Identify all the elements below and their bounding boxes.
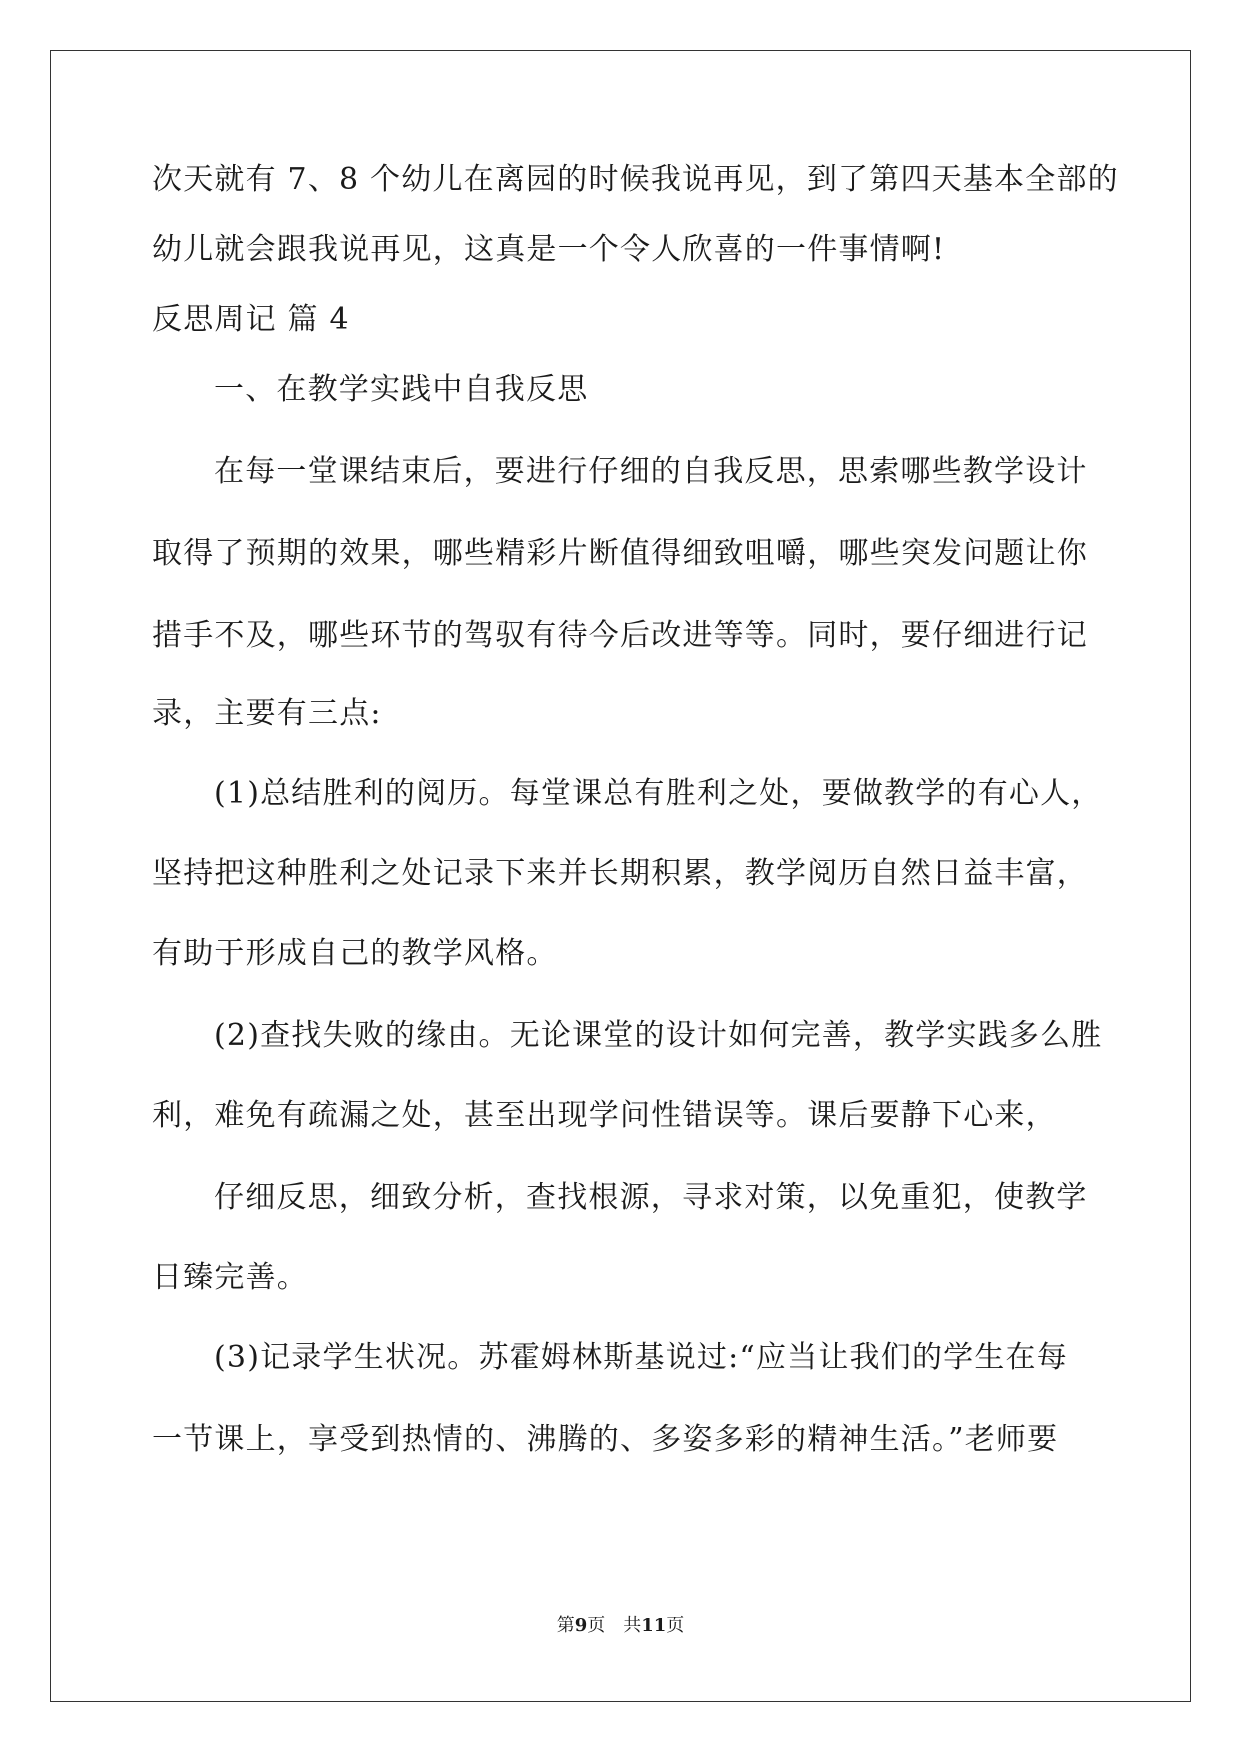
text-line: (2)查找失败的缘由。无论课堂的设计如何完善，教学实践多么胜: [214, 1018, 1103, 1053]
footer-suffix: 页: [666, 1615, 685, 1636]
text-line: 次天就有 7、8 个幼儿在离园的时候我说再见，到了第四天基本全部的: [152, 162, 1119, 197]
text-line: 仔细反思，细致分析，查找根源，寻求对策，以免重犯，使教学: [214, 1180, 1088, 1215]
subheading: 一、在教学实践中自我反思: [214, 372, 589, 407]
text-line: (3)记录学生状况。苏霍姆林斯基说过:“应当让我们的学生在每: [214, 1340, 1068, 1375]
text-line: 有助于形成自己的教学风格。: [152, 936, 558, 971]
total-page-number: 11: [641, 1615, 667, 1636]
current-page-number: 9: [574, 1615, 588, 1636]
text-line: 坚持把这种胜利之处记录下来并长期积累，教学阅历自然日益丰富，: [152, 856, 1088, 891]
text-line: 利，难免有疏漏之处，甚至出现学问性错误等。课后要静下心来，: [152, 1098, 1057, 1133]
footer-mid: 页 共: [587, 1615, 642, 1636]
section-heading: 反思周记 篇 4: [152, 302, 350, 337]
text-line: 幼儿就会跟我说再见，这真是一个令人欣喜的一件事情啊!: [152, 232, 946, 267]
text-line: 录，主要有三点:: [152, 696, 382, 731]
text-line: 取得了预期的效果，哪些精彩片断值得细致咀嚼，哪些突发问题让你: [152, 536, 1088, 571]
text-line: 日臻完善。: [152, 1260, 308, 1295]
text-line: 在每一堂课结束后，要进行仔细的自我反思，思索哪些教学设计: [214, 454, 1088, 489]
text-line: 一节课上，享受到热情的、沸腾的、多姿多彩的精神生活。”老师要: [152, 1422, 1059, 1457]
text-line: 措手不及，哪些环节的驾驭有待今后改进等等。同时，要仔细进行记: [152, 618, 1088, 653]
page-footer: [0, 1614, 1241, 1638]
footer-prefix: 第: [556, 1615, 575, 1636]
text-line: (1)总结胜利的阅历。每堂课总有胜利之处，要做教学的有心人，: [214, 776, 1103, 811]
